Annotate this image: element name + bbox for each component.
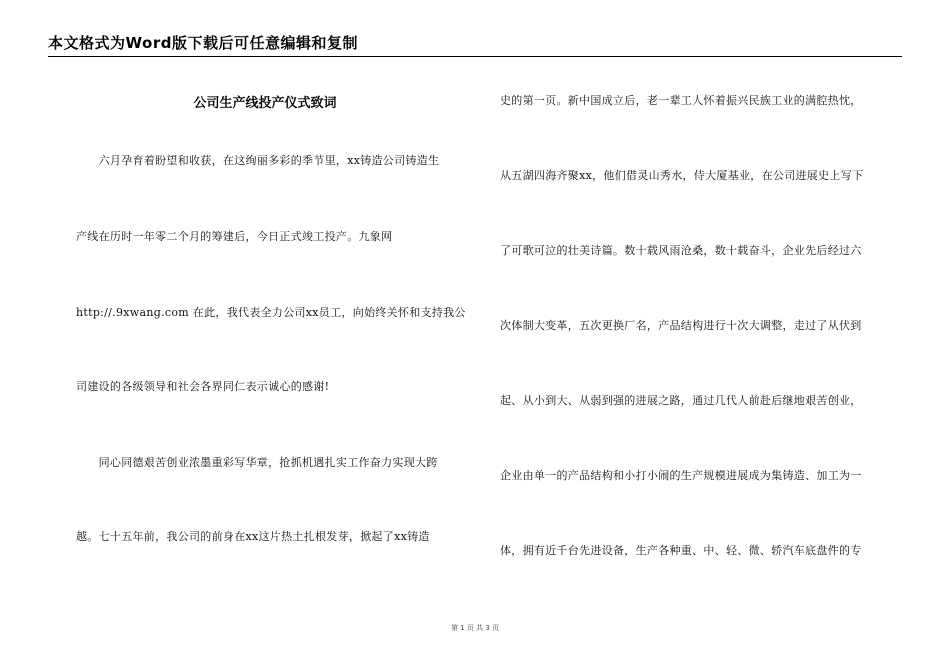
text-line: 次体制大变革，五次更换厂名，产品结构进行十次大调整，走过了从伏到 — [500, 319, 862, 332]
document-title: 公司生产线投产仪式致词 — [193, 96, 337, 111]
text-line: 起、从小到大、从弱到强的进展之路，通过几代人前赴后继地艰苦创业， — [500, 394, 862, 407]
text-line: 体，拥有近千台先进设备，生产各种重、中、轻、微、轿汽车底盘件的专 — [500, 544, 862, 557]
text-line: 企业由单一的产品结构和小打小闹的生产规模进展成为集铸造、加工为一 — [500, 469, 862, 482]
page-number: 第 1 页 共 3 页 — [450, 624, 500, 632]
text-line: 产线在历时一年零二个月的筹建后，今日正式竣工投产。九象网 — [76, 230, 393, 243]
text-line: 六月孕育着盼望和收获，在这绚丽多彩的季节里，xx铸造公司铸造生 — [76, 154, 440, 167]
text-line: 史的第一页。新中国成立后，老一辈工人怀着振兴民族工业的满腔热忱， — [500, 94, 862, 107]
text-line: 同心同德艰苦创业浓墨重彩写华章，抢抓机遇扎实工作奋力实现大跨 — [76, 456, 438, 469]
text-line: 越。七十五年前，我公司的前身在xx这片热土扎根发芽，掀起了xx铸造 — [76, 530, 430, 543]
text-line: 司建设的各级领导和社会各界同仁表示诚心的感谢! — [76, 380, 330, 393]
text-line: http://.9xwang.com 在此，我代表全力公司xx员工，向始终关怀和支持我公 — [76, 306, 466, 319]
text-line: 了可歌可泣的壮美诗篇。数十载风雨沧桑，数十载奋斗，企业先后经过六 — [500, 244, 862, 257]
download-banner: 本文格式为Word版下载后可任意编辑和复制 — [48, 34, 358, 52]
header-divider — [48, 56, 902, 57]
text-line: 从五湖四海齐聚xx，他们借灵山秀水，侍大厦基业，在公司进展史上写下 — [500, 169, 864, 182]
